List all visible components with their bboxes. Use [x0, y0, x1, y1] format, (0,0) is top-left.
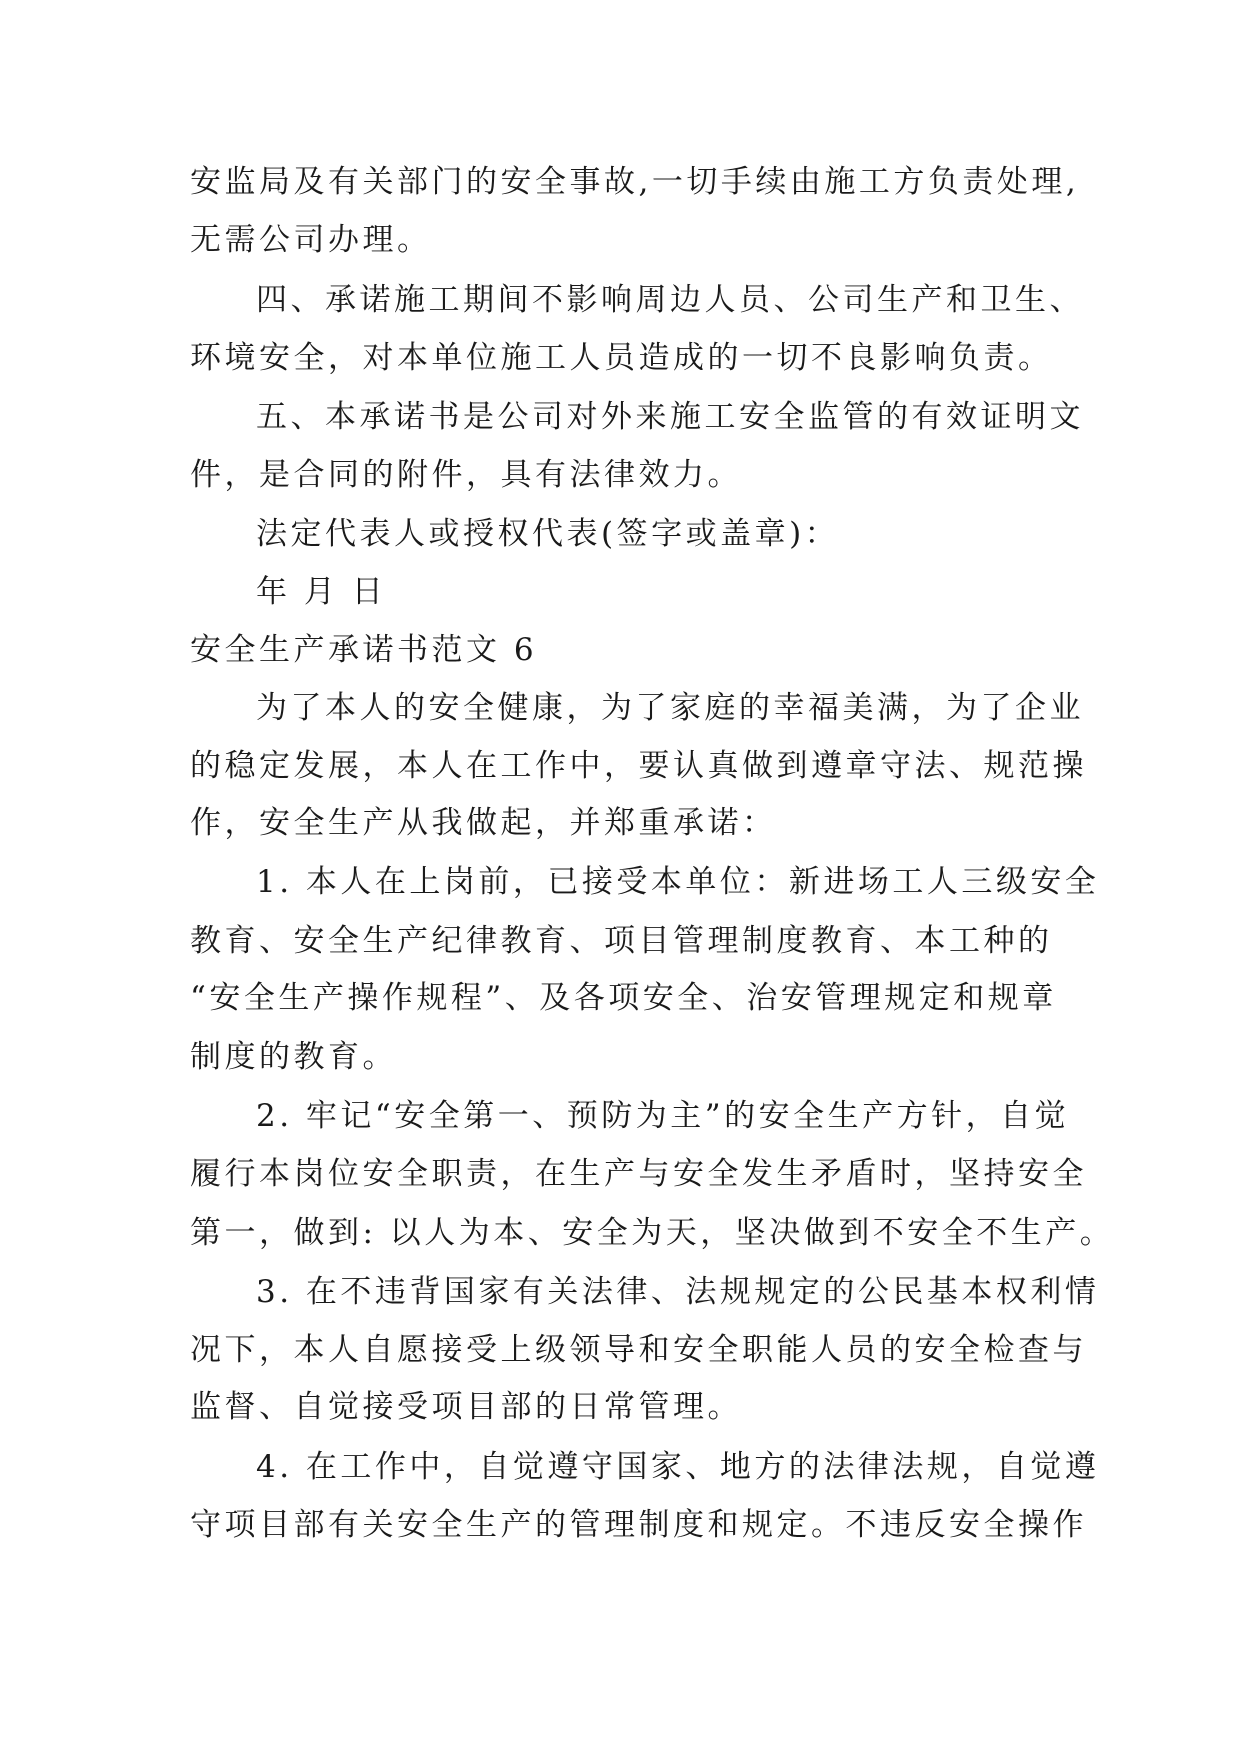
- text-line: “安全生产操作规程”、及各项安全、治安管理规定和规章: [190, 980, 1057, 1016]
- list-item-1: 1. 本人在上岗前，已接受本单位：新进场工人三级安全: [256, 864, 1100, 900]
- text-line: 监督、自觉接受项目部的日常管理。: [190, 1389, 742, 1425]
- date-line: 年 月 日: [256, 574, 387, 610]
- text-line: 环境安全，对本单位施工人员造成的一切不良影响负责。: [190, 340, 1053, 376]
- text-line: 安监局及有关部门的安全事故,一切手续由施工方负责处理,: [190, 164, 1080, 200]
- paragraph-start: 四、承诺施工期间不影响周边人员、公司生产和卫生、: [256, 282, 1084, 318]
- list-item-3: 3. 在不违背国家有关法律、法规规定的公民基本权利情: [256, 1274, 1100, 1310]
- text-line: 无需公司办理。: [190, 222, 432, 258]
- text-line: 的稳定发展，本人在工作中，要认真做到遵章守法、规范操: [190, 748, 1087, 784]
- text-line: 教育、安全生产纪律教育、项目管理制度教育、本工种的: [190, 923, 1053, 959]
- section-heading: 安全生产承诺书范文 6: [190, 632, 538, 668]
- paragraph-start: 五、本承诺书是公司对外来施工安全监管的有效证明文: [256, 399, 1084, 435]
- text-line: 履行本岗位安全职责，在生产与安全发生矛盾时，坚持安全: [190, 1156, 1087, 1192]
- signature-line: 法定代表人或授权代表(签字或盖章)：: [256, 516, 840, 552]
- list-item-4: 4. 在工作中，自觉遵守国家、地方的法律法规，自觉遵: [256, 1449, 1100, 1485]
- text-line: 作，安全生产从我做起，并郑重承诺：: [190, 805, 777, 841]
- text-line: 件，是合同的附件，具有法律效力。: [190, 457, 742, 493]
- text-line: 制度的教育。: [190, 1039, 397, 1075]
- text-line: 守项目部有关安全生产的管理制度和规定。不违反安全操作: [190, 1507, 1087, 1543]
- text-line: 第一，做到: 以人为本、安全为天，坚决做到不安全不生产。: [190, 1215, 1115, 1251]
- paragraph-start: 为了本人的安全健康，为了家庭的幸福美满，为了企业: [256, 690, 1084, 726]
- text-line: 况下，本人自愿接受上级领导和安全职能人员的安全检查与: [190, 1332, 1087, 1368]
- list-item-2: 2. 牢记“安全第一、预防为主”的安全生产方针，自觉: [256, 1098, 1070, 1134]
